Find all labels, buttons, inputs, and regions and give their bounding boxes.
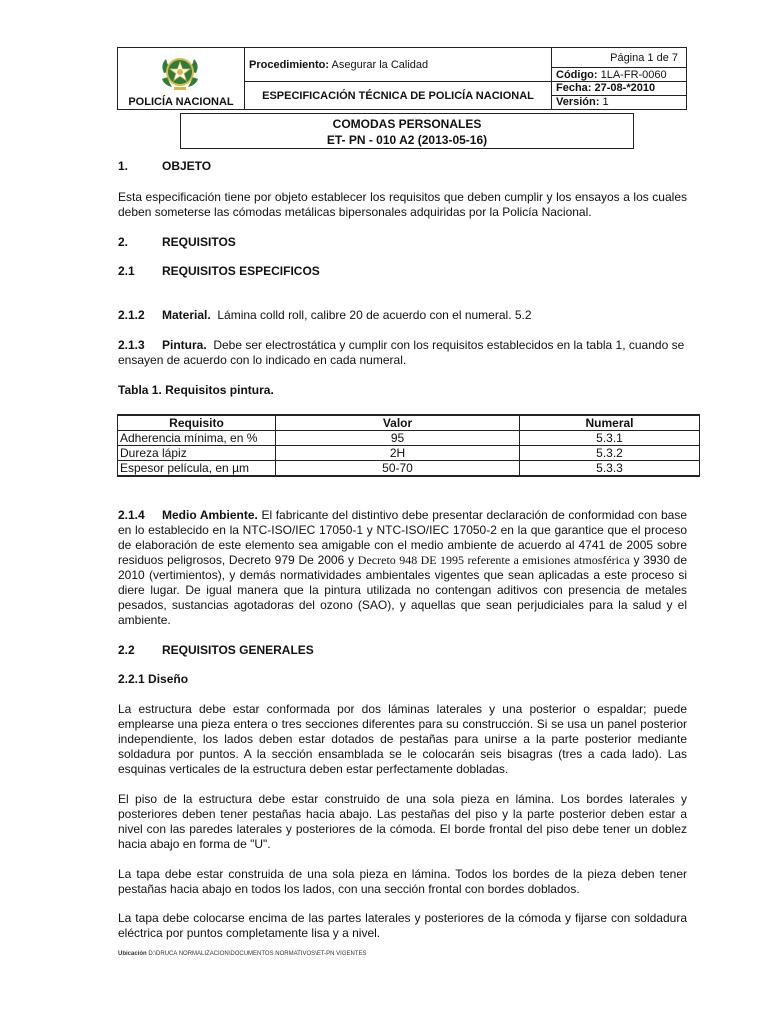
- section-2-2-1-heading: 2.2.1 Diseño: [118, 672, 189, 686]
- table-cell: 2H: [276, 446, 520, 461]
- environment-label: Medio Ambiente.: [162, 508, 258, 522]
- section-2-1-title: REQUISITOS ESPECIFICOS: [162, 264, 320, 278]
- code-value: 1LA-FR-0060: [600, 68, 667, 81]
- section-2-title: REQUISITOS: [162, 235, 236, 249]
- table-cell: 95: [276, 431, 520, 446]
- section-2-1-2-number: 2.1.2: [118, 308, 145, 322]
- police-emblem-icon: [158, 53, 202, 91]
- table-cell: 5.3.3: [520, 461, 700, 477]
- title-line-1: COMODAS PERSONALES: [332, 117, 482, 131]
- table-header-requisito: Requisito: [118, 415, 276, 431]
- document-header: [117, 47, 687, 110]
- table-cell: Espesor película, en µm: [118, 461, 276, 477]
- table-row: [118, 461, 700, 477]
- section-2-1-4: [118, 508, 687, 628]
- section-1-heading: [118, 159, 687, 174]
- procedure-cell: [245, 48, 552, 82]
- section-2-1-number: 2.1: [118, 264, 135, 278]
- table-cell: Adherencia mínima, en %: [118, 431, 276, 446]
- section-2-2-title: REQUISITOS GENERALES: [162, 643, 314, 657]
- table-header-row: [118, 415, 700, 431]
- version-label: Versión:: [556, 96, 600, 108]
- table-cell: 50-70: [276, 461, 520, 477]
- footer-path: D:\DRUCA NORMALIZACION\DOCUMENTOS NORMATIVOS\ET-PN VIGENTES: [148, 951, 367, 957]
- paint-label: Pintura.: [162, 338, 207, 352]
- section-2-2-heading: [118, 643, 687, 658]
- section-2-1-3-number: 2.1.3: [118, 338, 145, 352]
- table-header-numeral: Numeral: [520, 415, 700, 431]
- paint-text: Debe ser electrostática y cumplir con los requisitos establecidos en la tabla 1, cuando se ensayen de acuerdo con lo indicado en cada numeral.: [118, 338, 685, 367]
- material-label: Material.: [162, 308, 211, 322]
- paint-requirements-table: [117, 414, 700, 477]
- document-type-title: ESPECIFICACIÓN TÉCNICA DE POLICÍA NACIONAL: [245, 82, 552, 110]
- table-cell: 5.3.1: [520, 431, 700, 446]
- version-row: [552, 96, 686, 109]
- design-paragraph-3: La tapa debe estar construida de una sola pieza en lámina. Todos los bordes de la pieza deben tener pestañas hacia abajo en todos los lados, con una sección frontal con bordes doblados.: [118, 867, 687, 896]
- section-2-1-heading: [118, 264, 687, 279]
- title-line-2: ET- PN - 010 A2 (2013-05-16): [326, 133, 488, 147]
- material-text: Lámina colld roll, calibre 20 de acuerdo con el numeral. 5.2: [217, 308, 532, 322]
- code-label: Código:: [556, 68, 598, 81]
- table-header-valor: Valor: [276, 415, 520, 431]
- section-2-number: 2.: [118, 235, 129, 249]
- procedure-label: Procedimiento:: [249, 58, 330, 71]
- design-paragraph-2: El piso de la estructura debe estar construido de una sola pieza en lámina. Los bordes laterales y posteriores deben tener pestañas hacia abajo. Las pestañas del piso y la parte posterior deben estar a nivel con las paredes laterales y posteriores de la cómoda. El borde frontal del piso debe tener un doblez hacia abajo en forma de "U".: [118, 792, 687, 851]
- section-2-1-2: [118, 308, 687, 323]
- environment-text-b: y 3930 de 2010 (vertimientos), y demás normatividades ambientales vigentes que sean aplicadas a este proceso si diere lugar. De igual manera que la pintura utilizada no contengan aditivos con presencia de metales pesados, sustancias agotadoras del ozono (SAO), y aquellas que sean perjudiciales para la salud y el ambiente.: [118, 553, 687, 627]
- document-title-box: [180, 113, 634, 149]
- table-cell: 5.3.2: [520, 446, 700, 461]
- code-cell: [552, 68, 687, 82]
- environment-text-a: El fabricante del distintivo debe presentar declaración de conformidad con base en lo establecido en la NTC-ISO/IEC 17050-1 y NTC-ISO/IEC 17050-2 en la que garantice que el proceso de elaboración de este elemento sea amigable con el medio ambiente de acuerdo al 4741 de 2005 sobre residuos peligrosos, Decreto 979 De 2006 y: [118, 508, 687, 567]
- section-1-number: 1.: [118, 159, 129, 173]
- version-value: 1: [602, 96, 609, 108]
- section-2-heading: [118, 235, 687, 250]
- institution-name: POLICÍA NACIONAL: [128, 96, 234, 108]
- table-caption: Tabla 1. Requisitos pintura.: [118, 383, 274, 397]
- footer-location: [118, 951, 367, 957]
- table-row: [118, 446, 700, 461]
- design-paragraph-1: La estructura debe estar conformada por dos láminas laterales y una posterior o espaldar; puede emplearse una pieza entera o tres secciones diferentes para su construcción. Si se usa un panel posterior independiente, los lados deben estar dotados de pestañas para unirse a la parte posterior mediante soldadura por puntos. A la sección ensamblada se le colocarán seis bisagras (tres a cada lado). Las esquinas verticales de la estructura deben estar perfectamente dobladas.: [118, 702, 687, 776]
- section-2-1-4-number: 2.1.4: [118, 508, 145, 522]
- procedure-value: Asegurar la Calidad: [331, 58, 429, 71]
- design-paragraph-4: La tapa debe colocarse encima de las partes laterales y posteriores de la cómoda y fijarse con soldadura eléctrica por puntos completamente lisa y a nivel.: [118, 911, 687, 940]
- date-label: Fecha:: [556, 82, 592, 94]
- section-1-title: OBJETO: [162, 159, 212, 173]
- date-row: [552, 82, 686, 96]
- environment-text-decree: Decreto 948 DE 1995 referente a emisiones atmosférica: [357, 553, 630, 567]
- section-1-text: Esta especificación tiene por objeto establecer los requisitos que deben cumplir y los ensayos a los cuales deben someterse las cómodas metálicas bipersonales adquiridas por la Policía Nacional.: [118, 190, 687, 219]
- date-version-cell: [552, 82, 687, 110]
- section-2-2-number: 2.2: [118, 643, 135, 657]
- table-cell: Dureza lápiz: [118, 446, 276, 461]
- page-number: Página 1 de 7: [552, 48, 687, 68]
- table-row: [118, 431, 700, 446]
- logo-cell: [118, 48, 245, 110]
- date-value: 27-08-*2010: [594, 82, 656, 94]
- section-2-1-3: [118, 338, 687, 368]
- footer-label: Ubicación: [118, 951, 147, 957]
